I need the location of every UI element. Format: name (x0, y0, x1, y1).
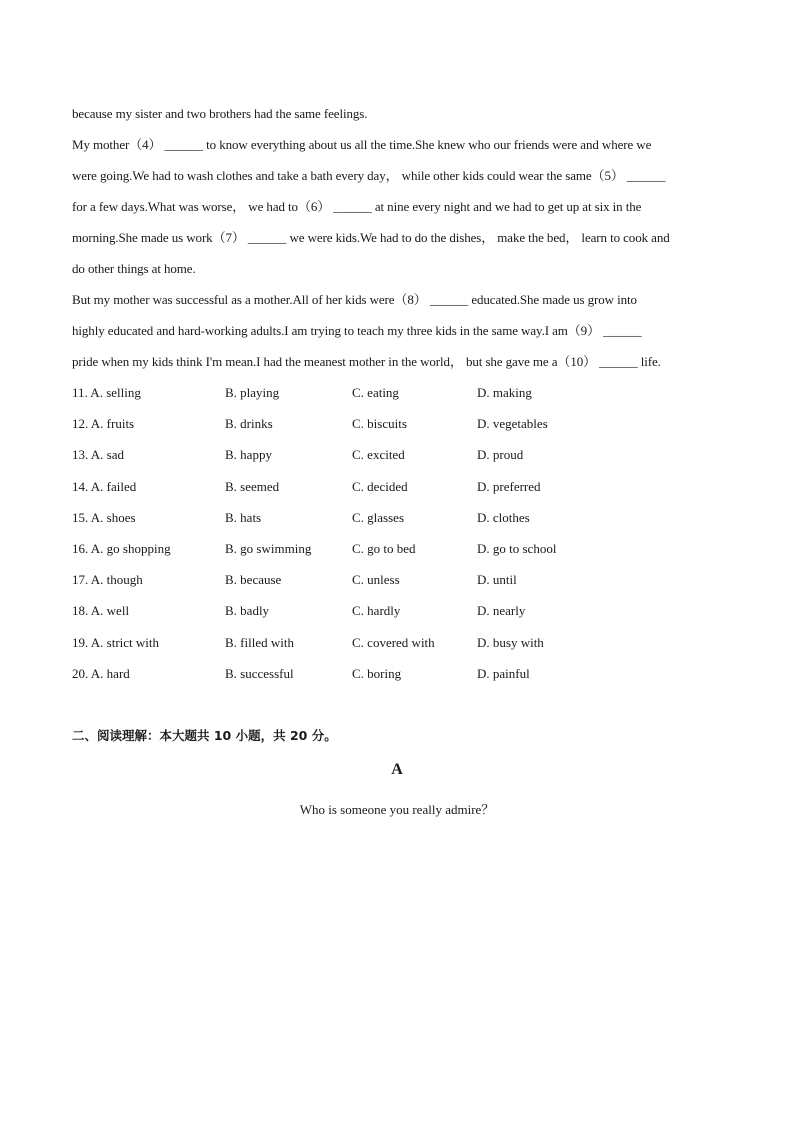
option-b: B. drinks (225, 416, 273, 432)
option-a: 19. A. strict with (72, 634, 160, 650)
passage-line: But my mother was successful as a mother.All of her kids were（8） ______ educated.She made us grow into (72, 292, 637, 307)
option-a: 13. A. sad (72, 447, 124, 463)
passage-line: pride when my kids think I'm mean.I had the meanest mother in the world， but she gave me a（10） ______ life. (72, 354, 661, 369)
question-row (72, 408, 724, 439)
passage-line: My mother（4） ______ to know everything about us all the time.She knew who our friends were and where we (72, 137, 652, 152)
option-d: D. until (477, 572, 517, 588)
option-c: C. biscuits (352, 416, 407, 432)
option-b: B. go swimming (225, 540, 312, 556)
passage-title: A (391, 761, 403, 778)
option-c: C. unless (352, 572, 400, 588)
passage-line: morning.She made us work（7） ______ we were kids.We had to do the dishes， make the bed， learn to cook and (72, 230, 670, 245)
question-row (72, 595, 724, 626)
option-b: B. seemed (225, 478, 280, 494)
passage-line: for a few days.What was worse， we had to（6） ______ at nine every night and we had to get up at six in the (72, 199, 642, 214)
exam-page (72, 98, 724, 689)
option-b: B. happy (225, 447, 272, 463)
option-a: 12. A. fruits (72, 416, 135, 432)
question-row (72, 502, 724, 533)
option-d: D. nearly (477, 603, 526, 619)
cloze-passage (72, 98, 724, 377)
option-d: D. preferred (477, 478, 541, 494)
question-row (72, 658, 724, 689)
option-a: 20. A. hard (72, 665, 130, 681)
option-c: C. go to bed (352, 540, 416, 556)
option-c: C. covered with (352, 634, 435, 650)
option-a: 18. A. well (72, 603, 130, 619)
option-d: D. busy with (477, 634, 544, 650)
question-row (72, 564, 724, 595)
option-c: C. decided (352, 478, 408, 494)
option-c: C. excited (352, 447, 405, 463)
option-b: B. because (225, 572, 282, 588)
option-d: D. clothes (477, 509, 530, 525)
passage-line: because my sister and two brothers had the same feelings. (72, 106, 368, 121)
answer-options (72, 377, 724, 689)
question-row (72, 533, 724, 564)
option-d: D. go to school (477, 540, 557, 556)
option-d: D. vegetables (477, 416, 548, 432)
question-row (72, 471, 724, 502)
option-c: C. hardly (352, 603, 401, 619)
passage-line: highly educated and hard-working adults.I am trying to teach my three kids in the same way.I am（9） ______ (72, 323, 642, 338)
option-d: D. making (477, 385, 532, 400)
passage-line: were going.We had to wash clothes and take a bath every day， while other kids could wear the same（5） ______ (72, 168, 666, 183)
section-heading: 二、阅读理解：本大题共 10 小题，共 20 分。 (72, 728, 337, 743)
passage-subtitle: Who is someone you really admire？ (299, 802, 495, 817)
option-d: D. painful (477, 665, 530, 681)
option-b: B. filled with (225, 634, 294, 650)
option-a: 14. A. failed (72, 478, 137, 494)
question-row (72, 377, 724, 408)
option-d: D. proud (477, 447, 524, 463)
option-b: B. hats (225, 509, 262, 525)
option-c: C. glasses (352, 509, 404, 525)
passage-line: do other things at home. (72, 261, 196, 276)
option-a: 16. A. go shopping (72, 540, 171, 556)
option-b: B. badly (225, 603, 270, 619)
question-row (72, 439, 724, 470)
option-b: B. successful (225, 665, 294, 681)
option-c: C. boring (352, 665, 402, 681)
option-c: C. eating (352, 385, 399, 400)
option-b: B. playing (225, 385, 280, 400)
question-row (72, 627, 724, 658)
option-a: 11. A. selling (72, 385, 141, 400)
option-a: 17. A. though (72, 572, 143, 588)
option-a: 15. A. shoes (72, 509, 136, 525)
